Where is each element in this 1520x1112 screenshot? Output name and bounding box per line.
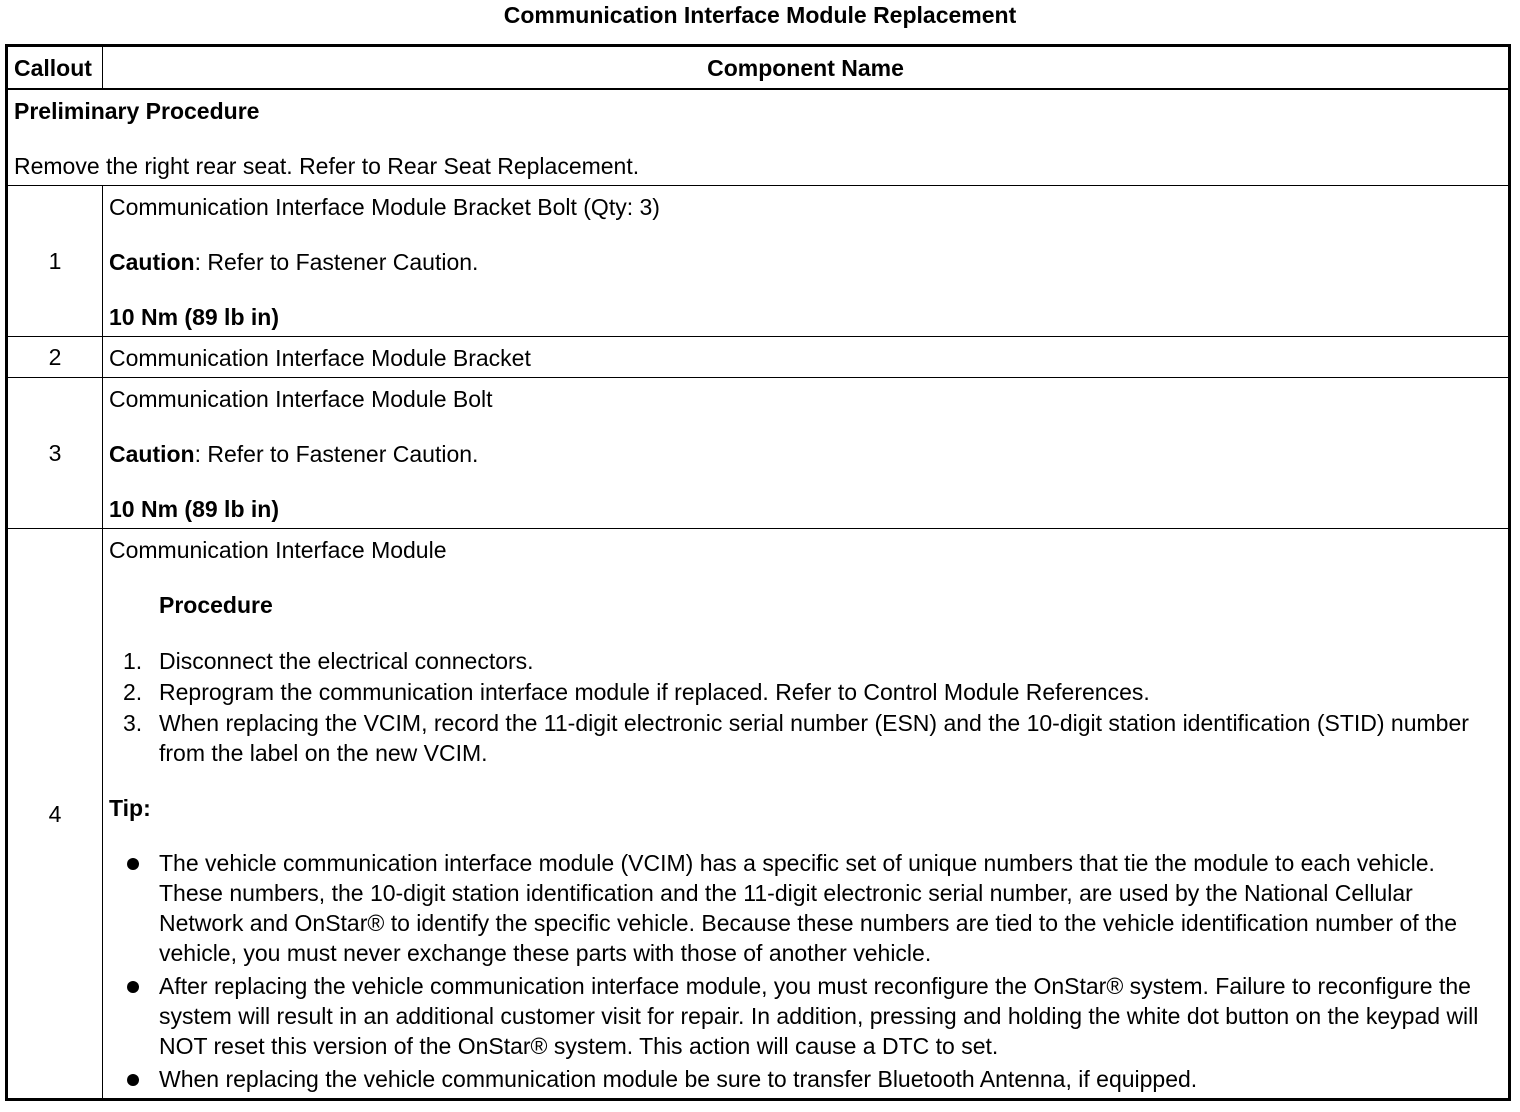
torque-spec: 10 Nm (89 lb in) bbox=[109, 304, 279, 330]
component-name: Communication Interface Module Bracket bbox=[109, 345, 531, 371]
table-row bbox=[7, 378, 1510, 529]
caution-label: Caution bbox=[109, 249, 195, 275]
callout-cell: 1 bbox=[7, 186, 103, 337]
list-item bbox=[109, 676, 1502, 707]
procedure-steps bbox=[109, 645, 1502, 768]
procedure-heading: Procedure bbox=[159, 592, 273, 618]
table-row bbox=[7, 186, 1510, 337]
component-name: Communication Interface Module Bracket Bolt (Qty: 3) bbox=[109, 194, 660, 220]
step-text: Reprogram the communication interface module if replaced. Refer to Control Module References. bbox=[159, 679, 1150, 705]
tip-text: When replacing the vehicle communication module be sure to transfer Bluetooth Antenna, if equipped. bbox=[159, 1066, 1198, 1092]
table-row bbox=[7, 529, 1510, 1100]
table-row bbox=[7, 337, 1510, 378]
step-number: 1. bbox=[123, 648, 143, 674]
tip-label: Tip: bbox=[109, 795, 151, 821]
component-cell bbox=[103, 337, 1510, 378]
component-cell bbox=[103, 378, 1510, 529]
caution-line bbox=[109, 247, 1502, 277]
tip-text: After replacing the vehicle communication interface module, you must reconfigure the OnStar® system. Failure to reconfigure the system will result in an additional customer visit for repair. In addition, pressing and holding the white dot button on the keypad will NOT reset this version of the OnStar® system. This action will cause a DTC to set. bbox=[159, 973, 1479, 1059]
list-item bbox=[109, 1064, 1502, 1094]
list-item bbox=[109, 707, 1502, 768]
caution-label: Caution bbox=[109, 441, 195, 467]
table-header-row bbox=[7, 46, 1510, 90]
preliminary-text: Remove the right rear seat. Refer to Rear Seat Replacement. bbox=[14, 153, 640, 179]
bullet-icon bbox=[127, 981, 139, 993]
caution-text: : Refer to Fastener Caution. bbox=[194, 441, 479, 467]
list-item bbox=[109, 848, 1502, 968]
step-number: 2. bbox=[123, 679, 143, 705]
preliminary-heading: Preliminary Procedure bbox=[14, 98, 260, 124]
component-name: Communication Interface Module bbox=[109, 537, 447, 563]
page-title: Communication Interface Module Replacement bbox=[503, 2, 1017, 28]
bullet-icon bbox=[127, 1074, 139, 1086]
callout-cell: 2 bbox=[7, 337, 103, 378]
callout-cell: 4 bbox=[7, 529, 103, 1100]
component-cell bbox=[103, 186, 1510, 337]
preliminary-cell bbox=[7, 89, 1510, 186]
list-item bbox=[109, 645, 1502, 676]
bullet-icon bbox=[127, 858, 139, 870]
caution-line bbox=[109, 439, 1502, 469]
caution-text: : Refer to Fastener Caution. bbox=[194, 249, 479, 275]
tip-list bbox=[109, 848, 1502, 1094]
component-name: Communication Interface Module Bolt bbox=[109, 386, 493, 412]
tip-text: The vehicle communication interface module (VCIM) has a specific set of unique numbers that tie the module to each vehicle. These numbers, the 10-digit station identification and the 11-digit electronic serial number, are used by the National Cellular Network and OnStar® to identify the specific vehicle. Because these numbers are tied to the vehicle identification number of the vehicle, you must never exchange these parts with those of another vehicle. bbox=[159, 850, 1457, 966]
list-item bbox=[109, 971, 1502, 1061]
procedure-table bbox=[5, 44, 1511, 1101]
preliminary-row bbox=[7, 89, 1510, 186]
step-text: Disconnect the electrical connectors. bbox=[159, 648, 534, 674]
torque-spec: 10 Nm (89 lb in) bbox=[109, 496, 279, 522]
column-header-callout: Callout bbox=[7, 46, 103, 90]
column-header-component-name: Component Name bbox=[103, 46, 1510, 90]
callout-cell: 3 bbox=[7, 378, 103, 529]
component-cell bbox=[103, 529, 1510, 1100]
step-text: When replacing the VCIM, record the 11-digit electronic serial number (ESN) and the 10-digit station identification (STID) number from the label on the new VCIM. bbox=[159, 710, 1469, 766]
step-number: 3. bbox=[123, 710, 143, 736]
